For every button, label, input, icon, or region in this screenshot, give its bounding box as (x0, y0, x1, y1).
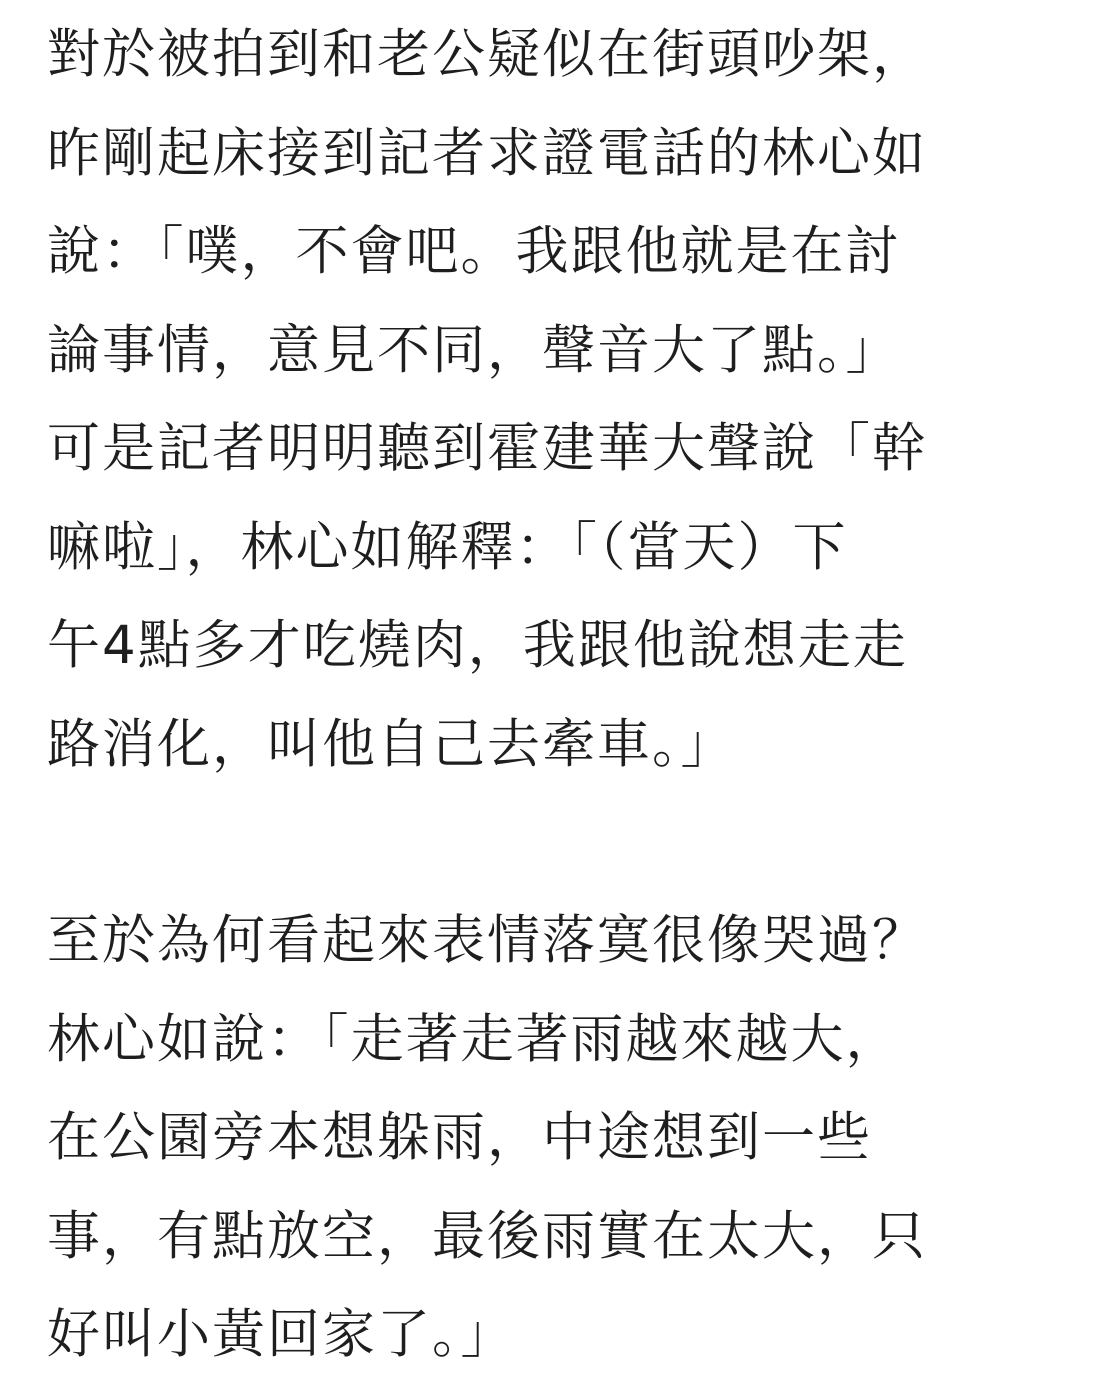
text-line: 昨剛起床接到記者求證電話的林心如 (47, 122, 927, 184)
paragraph-gap (47, 794, 1067, 892)
paragraph-1 (47, 6, 1067, 794)
text-line: 林心如說：「走著走著雨越來越大， (47, 1008, 901, 1070)
text-line: 事，有點放空，最後雨實在太大，只 (47, 1205, 927, 1267)
text-line: 至於為何看起來表情落寞很像哭過？ (47, 910, 927, 971)
paragraph-2 (47, 892, 1067, 1385)
text-line: 午4點多才吃燒肉，我跟他說想走走 (47, 615, 908, 676)
text-line: 路消化，叫他自己去牽車。」 (47, 713, 736, 775)
text-line: 可是記者明明聽到霍建華大聲說「幹 (47, 418, 927, 479)
text-line: 在公園旁本想躲雨，中途想到一些 (47, 1107, 872, 1168)
text-line: 對於被拍到和老公疑似在街頭吵架， (47, 24, 927, 85)
text-line: 好叫小黃回家了。」 (47, 1304, 516, 1365)
text-line: 嘛啦」，林心如解釋：「（當天）下 (47, 516, 848, 578)
article-body (47, 6, 1067, 1385)
text-line: 說：「噗，不會吧。我跟他就是在討 (47, 221, 901, 282)
text-line: 論事情，意見不同，聲音大了點。」 (47, 319, 901, 381)
